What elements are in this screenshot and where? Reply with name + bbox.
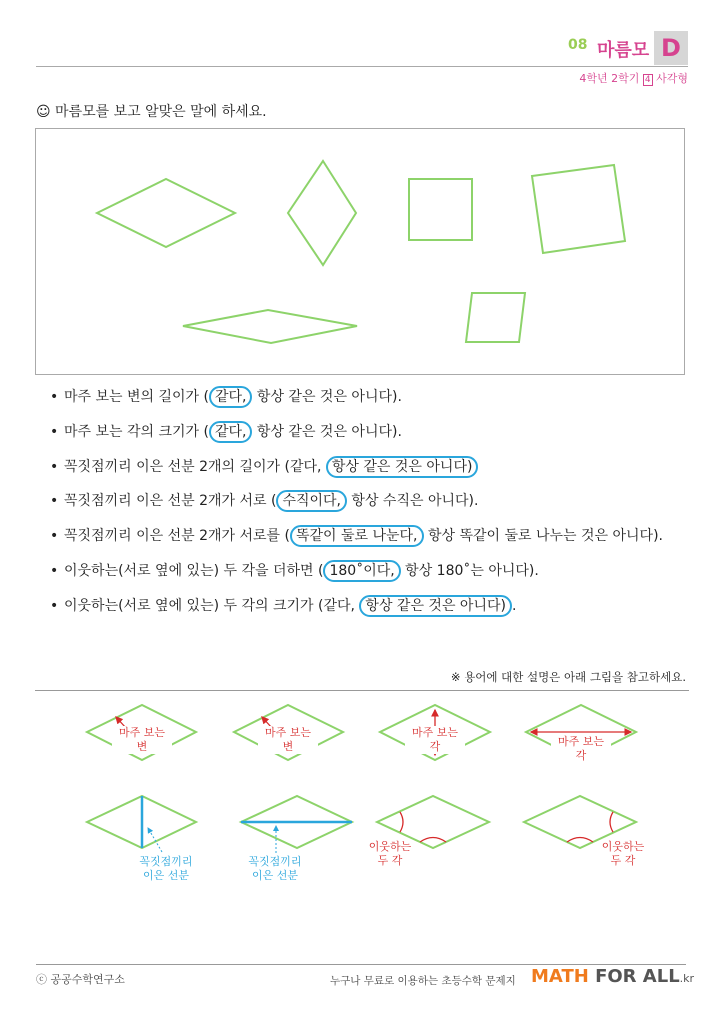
choice[interactable]: 항상 같은 것은 아니다). [252,389,402,405]
rhombus-shapes [36,129,686,376]
unit-number: 4 [644,75,651,85]
choice-circled[interactable]: 항상 같은 것은 아니다) [326,456,479,478]
choice-circled[interactable]: 같다, [209,421,253,443]
choice-circled[interactable]: 180˚이다, [323,560,400,582]
label-opposite-sides: 마주 보는 변 [112,726,172,754]
rhombus-figure-box [35,128,685,375]
brand-logo[interactable]: MATH FOR ALL.kr [531,966,695,987]
footer-divider [36,964,686,965]
statement-5: • 꼭짓점끼리 이은 선분 2개가 서로를 ( 똑같이 둘로 나눈다, 항상 똑같이 둘로 나누는 것은 아니다). [50,524,663,548]
copyright: ⓒ 공공수학연구소 [36,973,125,986]
label-opposite-sides: 마주 보는 변 [258,726,318,754]
label-opposite-angles: 마주 보는 각 [551,735,611,763]
adjacent-angle-arc [610,812,613,832]
choice-circled[interactable]: 같다, [209,386,253,408]
rhombus-shape-5 [183,310,357,343]
rhombus-shape-4 [532,165,625,253]
rhombus-shape-1 [97,179,235,247]
choice[interactable]: 항상 똑같이 둘로 나누는 것은 아니다). [423,528,663,544]
header-divider [36,66,688,67]
adjacent-angle-arc [420,838,446,843]
label-diagonal: 꼭짓점끼리 이은 선분 [248,855,302,882]
level-badge: D [654,31,688,65]
adjacent-angle-arc [567,838,593,843]
rhombus-shape-6 [466,293,525,342]
choice[interactable]: 항상 같은 것은 아니다). [252,424,402,440]
statement-6: • 이웃하는(서로 옆에 있는) 두 각을 더하면 ( 180˚이다, 항상 180˚는 아니다). [50,559,539,583]
label-adjacent-angles: 이웃하는 두 각 [601,840,645,867]
label-adjacent-angles: 이웃하는 두 각 [368,840,412,867]
rhombus-shape-2 [288,161,356,265]
grade-info [545,70,688,86]
adjacent-angle-arc [400,812,403,832]
grade-label: 4학년 2학기 [579,72,640,85]
section-divider [35,690,689,691]
worksheet-title: 마름모 [597,40,650,61]
statement-1: • 마주 보는 변의 길이가 ( 같다, 항상 같은 것은 아니다). [50,385,402,409]
choice[interactable]: 항상 180˚는 아니다). [400,563,539,579]
choice-circled[interactable]: 수직이다, [276,490,347,512]
terminology-note: ※ 용어에 대한 설명은 아래 그림을 참고하세요. [450,670,686,684]
statement-2: • 마주 보는 각의 크기가 ( 같다, 항상 같은 것은 아니다). [50,420,402,444]
choice[interactable]: 항상 수직은 아니다). [346,493,479,509]
choice-circled[interactable]: 똑같이 둘로 나눈다, [290,525,424,547]
label-opposite-angles: 마주 보는 각 [405,726,465,754]
rhombus-shape-3 [409,179,472,240]
statement-4: • 꼭짓점끼리 이은 선분 2개가 서로 ( 수직이다, 항상 수직은 아니다). [50,489,478,513]
instruction: ☺ 마름모를 보고 알맞은 말에 하세요. [36,104,267,120]
statement-3: • 꼭짓점끼리 이은 선분 2개의 길이가 (같다, 항상 같은 것은 아니다) [50,455,478,479]
footer-tagline: 누구나 무료로 이용하는 초등수학 문제지 [330,975,516,987]
choice-circled[interactable]: 항상 같은 것은 아니다) [359,595,512,617]
unit-name: 사각형 [656,72,688,85]
statement-7: • 이웃하는(서로 옆에 있는) 두 각의 크기가 (같다, 항상 같은 것은 아니다) . [50,594,516,618]
label-diagonal: 꼭짓점끼리 이은 선분 [139,855,193,882]
worksheet-number: 08 [568,37,588,53]
